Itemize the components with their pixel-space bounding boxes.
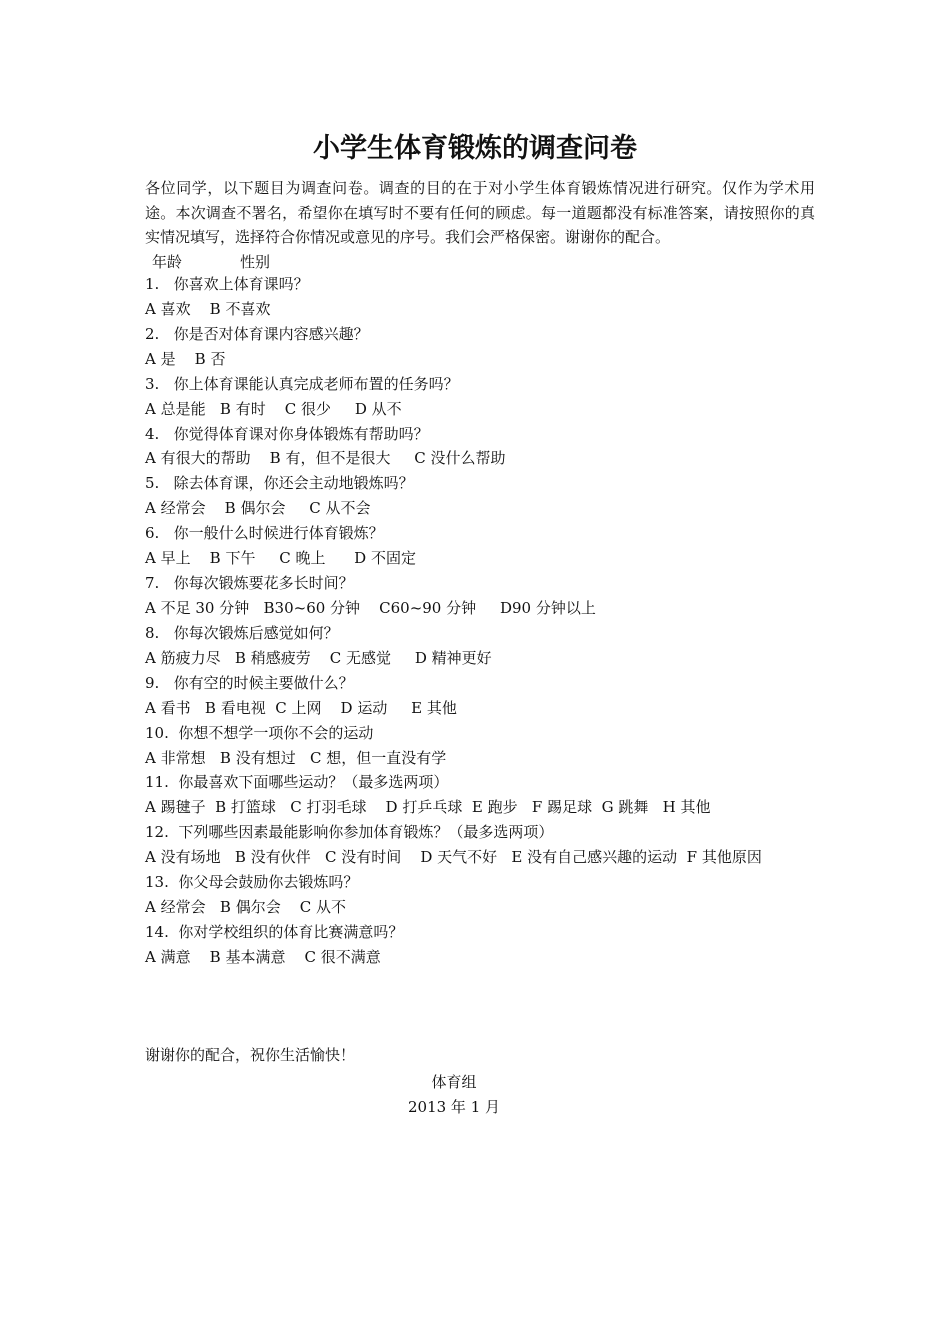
signer: 体育组 <box>431 1073 477 1091</box>
question-12: 12. 下列哪些因素最能影响你参加体育锻炼？（最多选两项） <box>145 823 554 842</box>
respondent-fields <box>152 250 270 274</box>
question-11: 11. 你最喜欢下面哪些运动？（最多选两项） <box>145 773 449 792</box>
question-list <box>145 272 825 970</box>
question-2-options: A 是 B 否 <box>145 349 226 368</box>
question-9: 9. 你有空的时候主要做什么？ <box>145 673 354 692</box>
question-12-options: A 没有场地 B 没有伙伴 C 没有时间 D 天气不好 E 没有自己感兴趣的运动 F 其他原因 <box>145 848 762 867</box>
intro-paragraph: 各位同学，以下题目为调查问卷。调查的目的在于对小学生体育锻炼情况进行研究。仅作为学术用途。本次调查不署名，希望你在填写时不要有任何的顾虑。每一道题都没有标准答案，请按照你的真实情况填写，选择符合你情况或意见的序号。我们会严格保密。谢谢你的配合。 <box>145 179 815 246</box>
question-1: 1. 你喜欢上体育课吗？ <box>145 275 309 293</box>
question-13: 13. 你父母会鼓励你去锻炼吗？ <box>145 873 359 892</box>
question-14-options: A 满意 B 基本满意 C 很不满意 <box>145 947 381 966</box>
question-13-options: A 经常会 B 偶尔会 C 从不 <box>145 898 347 917</box>
question-4-options: A 有很大的帮助 B 有，但不是很大 C 没什么帮助 <box>145 449 506 468</box>
date: 2013 年 1 月 <box>407 1098 501 1116</box>
question-9-options: A 看书 B 看电视 C 上网 D 运动 E 其他 <box>145 698 457 717</box>
question-4: 4. 你觉得体育课对你身体锻炼有帮助吗？ <box>145 424 429 443</box>
question-7: 7. 你每次锻炼要花多长时间？ <box>145 574 354 593</box>
question-6: 6. 你一般什么时候进行体育锻炼？ <box>145 524 384 543</box>
question-5-options: A 经常会 B 偶尔会 C 从不会 <box>145 499 371 518</box>
question-8-options: A 筋疲力尽 B 稍感疲劳 C 无感觉 D 精神更好 <box>145 648 492 667</box>
question-3-options: A 总是能 B 有时 C 很少 D 从不 <box>145 399 402 418</box>
age-label: 年龄 <box>152 253 183 271</box>
question-10-options: A 非常想 B 没有想过 C 想，但一直没有学 <box>145 748 447 767</box>
question-2: 2. 你是否对体育课内容感兴趣？ <box>145 324 369 343</box>
question-3: 3. 你上体育课能认真完成老师布置的任务吗？ <box>145 374 459 393</box>
question-1-options: A 喜欢 B 不喜欢 <box>145 299 271 318</box>
question-6-options: A 早上 B 下午 C 晚上 D 不固定 <box>145 549 416 568</box>
question-10: 10. 你想不想学一项你不会的运动 <box>145 723 374 742</box>
question-7-options: A 不足 30 分钟 B30~60 分钟 C60~90 分钟 D90 分钟以上 <box>145 598 596 617</box>
question-11-options: A 踢毽子 B 打篮球 C 打羽毛球 D 打乒乓球 E 跑步 F 踢足球 G 跳舞 H 其他 <box>145 798 711 817</box>
question-14: 14. 你对学校组织的体育比赛满意吗？ <box>145 922 404 941</box>
closing-text: 谢谢你的配合，祝你生活愉快！ <box>145 1046 356 1064</box>
page-title: 小学生体育锻炼的调查问卷 <box>313 133 637 164</box>
gender-label: 性别 <box>240 253 271 271</box>
question-8: 8. 你每次锻炼后感觉如何？ <box>145 623 339 642</box>
question-5: 5. 除去体育课，你还会主动地锻炼吗？ <box>145 474 414 493</box>
